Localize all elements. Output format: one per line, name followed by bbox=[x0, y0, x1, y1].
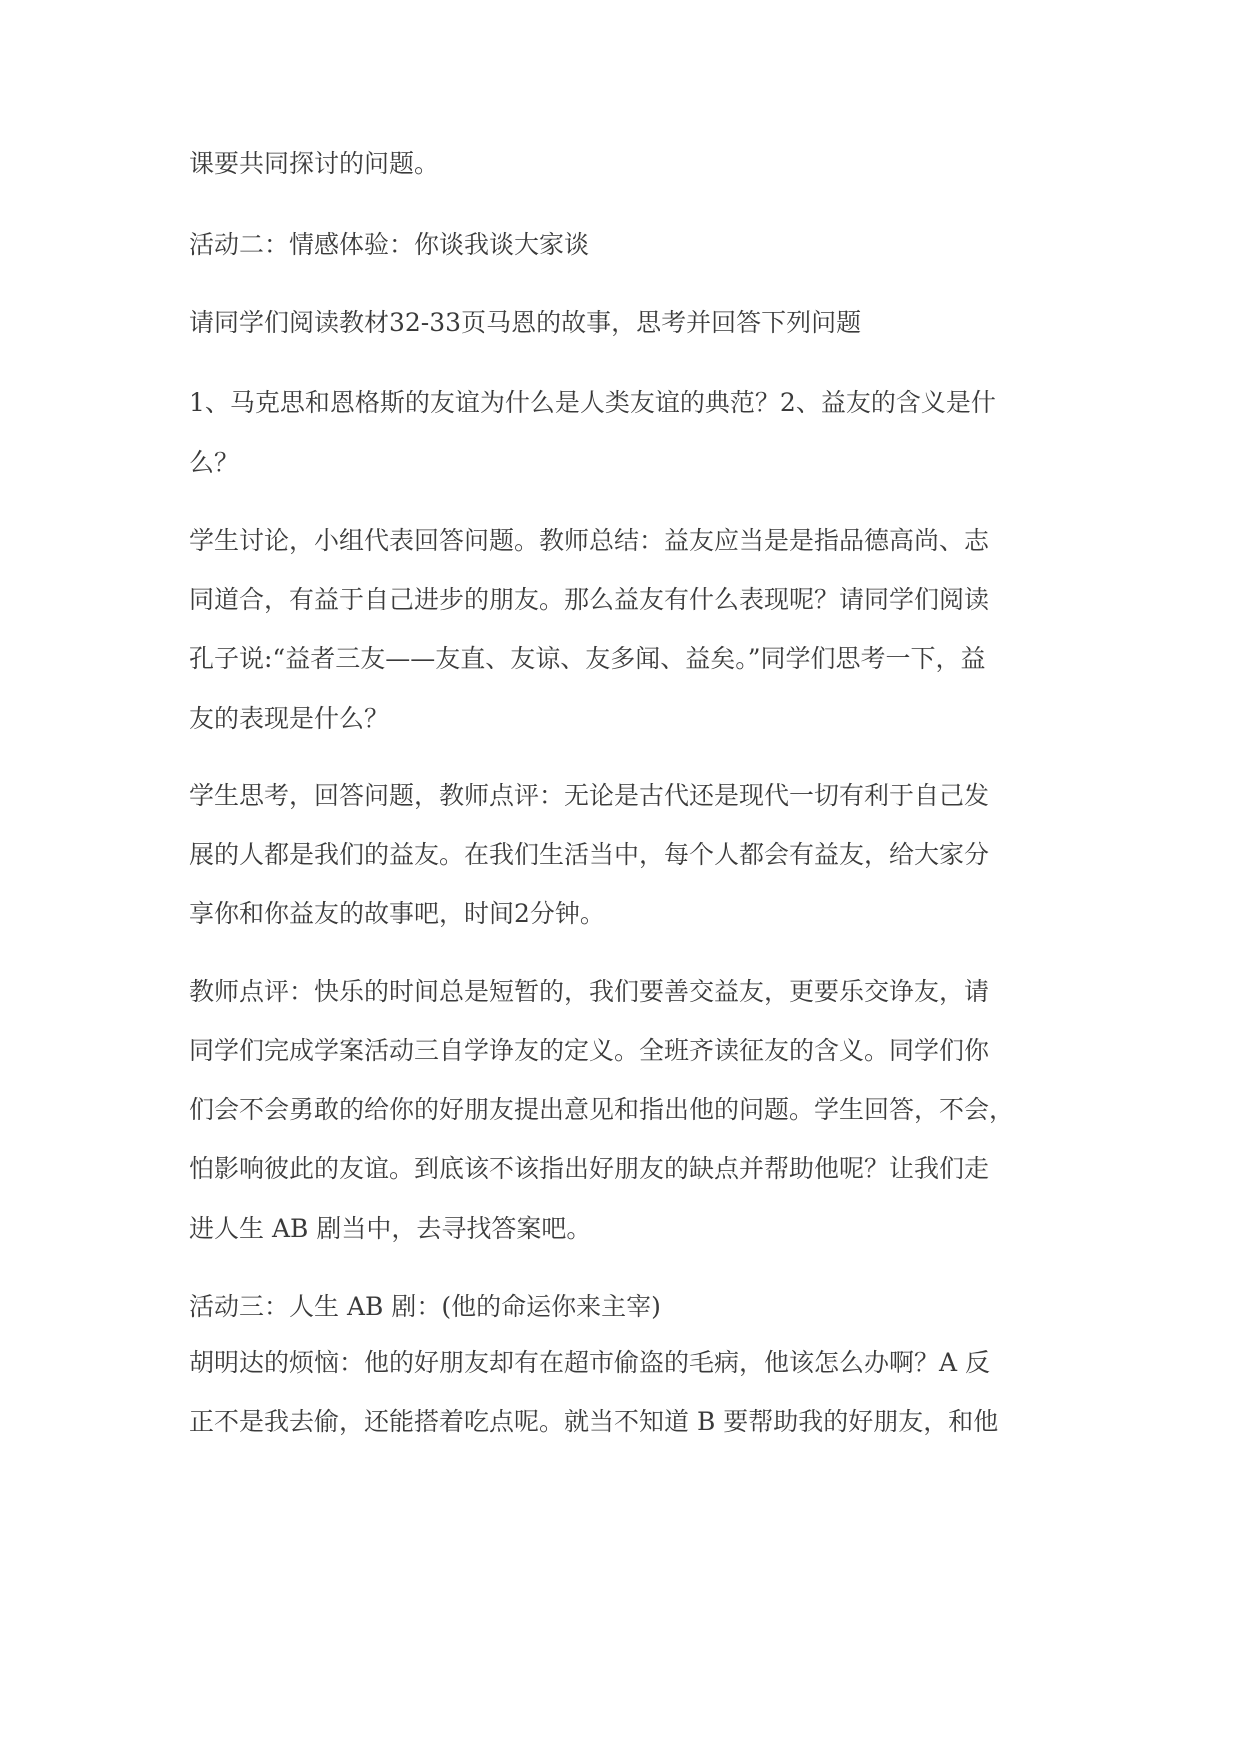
text-line: 同道合，有益于自己进步的朋友。那么益友有什么表现呢？请同学们阅读 bbox=[189, 585, 990, 614]
activity-heading: 活动二：情感体验：你谈我谈大家谈 bbox=[189, 230, 590, 259]
text-line: 教师点评：快乐的时间总是短暂的，我们要善交益友，更要乐交诤友，请 bbox=[189, 977, 990, 1006]
text-line: 胡明达的烦恼：他的好朋友却有在超市偷盗的毛病，他该怎么办啊？A 反 bbox=[189, 1348, 991, 1377]
text-line: 孔子说:“益者三友——友直、友谅、友多闻、益矣。”同学们思考一下，益 bbox=[189, 644, 986, 673]
text-line: 进人生 AB 剧当中，去寻找答案吧。 bbox=[189, 1214, 592, 1243]
text-line: 友的表现是什么？ bbox=[189, 704, 390, 733]
text-line: 学生思考，回答问题，教师点评：无论是古代还是现代一切有利于自己发 bbox=[189, 781, 990, 810]
text-line: 请同学们阅读教材32-33页马恩的故事，思考并回答下列问题 bbox=[189, 308, 862, 337]
text-line: 怕影响彼此的友谊。到底该不该指出好朋友的缺点并帮助他呢？让我们走 bbox=[189, 1154, 990, 1183]
text-line: 们会不会勇敢的给你的好朋友提出意见和指出他的问题。学生回答，不会， bbox=[189, 1095, 1015, 1124]
text-line: 课要共同探讨的问题。 bbox=[189, 149, 440, 178]
text-line: 同学们完成学案活动三自学诤友的定义。全班齐读征友的含义。同学们你 bbox=[189, 1036, 990, 1065]
text-line: 1、马克思和恩格斯的友谊为什么是人类友谊的典范？2、益友的含义是什 bbox=[189, 388, 996, 417]
text-line: 享你和你益友的故事吧，时间2分钟。 bbox=[189, 899, 605, 928]
text-line: 正不是我去偷，还能搭着吃点呢。就当不知道 B 要帮助我的好朋友，和他 bbox=[189, 1407, 999, 1436]
activity-heading: 活动三：人生 AB 剧：(他的命运你来主宰) bbox=[189, 1292, 661, 1321]
text-line: 展的人都是我们的益友。在我们生活当中，每个人都会有益友，给大家分 bbox=[189, 840, 990, 869]
text-line: 么？ bbox=[189, 448, 240, 477]
text-line: 学生讨论，小组代表回答问题。教师总结：益友应当是是指品德高尚、志 bbox=[189, 526, 990, 555]
